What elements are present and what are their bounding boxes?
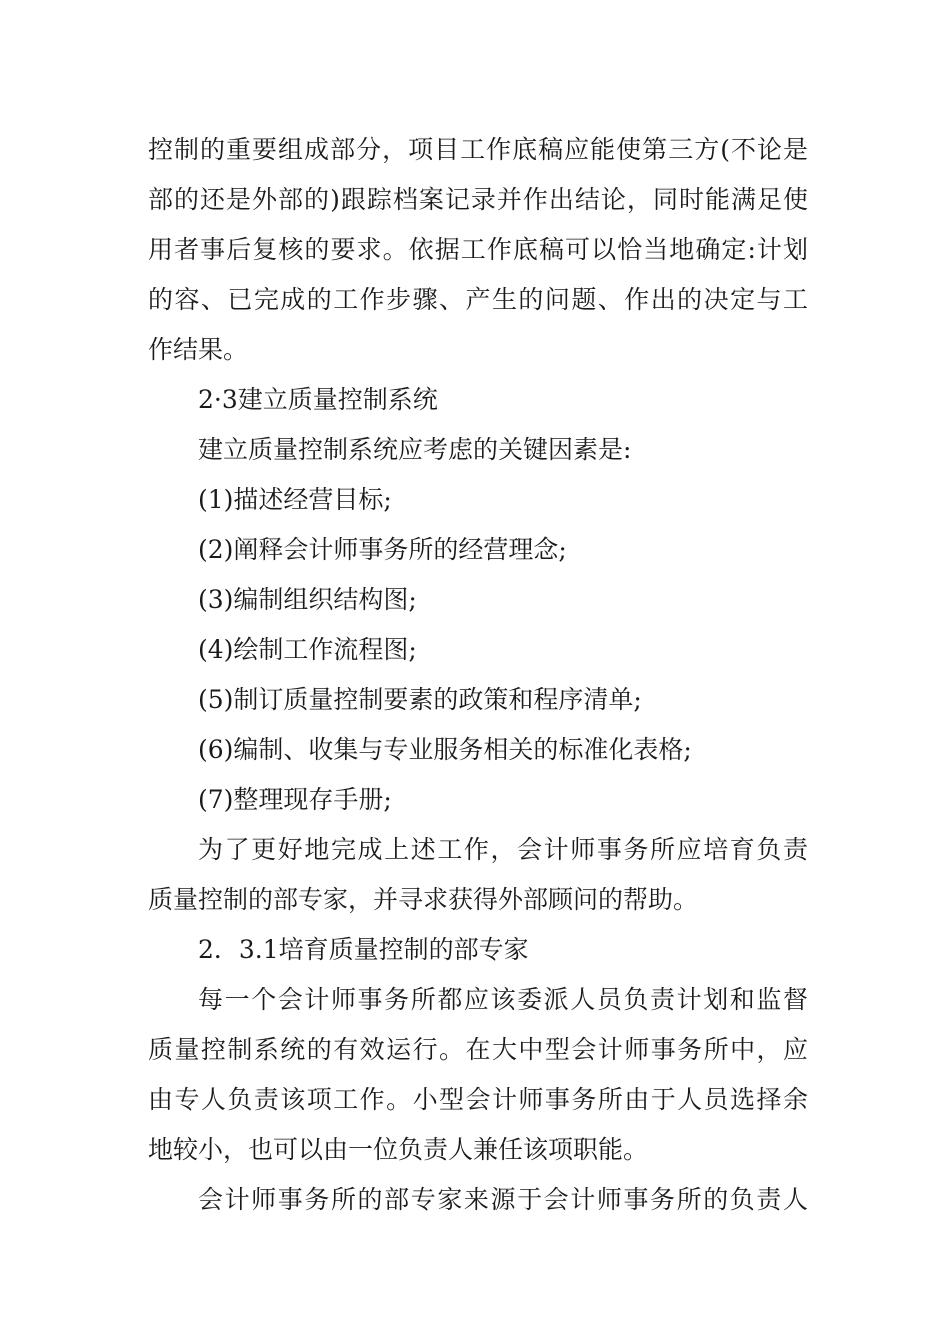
list-item-4: (4)绘制工作流程图;	[198, 635, 417, 664]
list-item-7: (7)整理现存手册;	[198, 785, 392, 814]
list-item-1: (1)描述经营目标;	[198, 485, 392, 514]
subsection-heading-2-3-1: 2．3.1培育质量控制的部专家	[198, 935, 529, 964]
list-item-5: (5)制订质量控制要素的政策和程序清单;	[198, 685, 642, 714]
paragraph-line-9: 质量控制系统的有效运行。在大中型会计师事务所中，应	[148, 1035, 808, 1064]
paragraph-line-1: 控制的重要组成部分，项目工作底稿应能使第三方(不论是	[148, 135, 808, 164]
paragraph-line-5: 作结果。	[148, 335, 249, 364]
paragraph-line-10: 由专人负责该项工作。小型会计师事务所由于人员选择余	[148, 1085, 808, 1114]
paragraph-line-8: 每一个会计师事务所都应该委派人员负责计划和监督	[198, 985, 808, 1014]
paragraph-line-2: 部的还是外部的)跟踪档案记录并作出结论，同时能满足使	[148, 185, 808, 214]
paragraph-line-11: 地较小，也可以由一位负责人兼任该项职能。	[148, 1135, 649, 1164]
paragraph-line-7: 质量控制的部专家，并寻求获得外部顾问的帮助。	[148, 885, 699, 914]
section-heading-2-3: 2·3建立质量控制系统	[198, 385, 438, 414]
paragraph-line-6: 为了更好地完成上述工作，会计师事务所应培育负责	[198, 835, 808, 864]
paragraph-line-4: 的容、已完成的工作步骤、产生的问题、作出的决定与工	[148, 285, 808, 314]
list-item-3: (3)编制组织结构图;	[198, 585, 417, 614]
paragraph-line-12: 会计师事务所的部专家来源于会计师事务所的负责人	[198, 1185, 808, 1214]
list-item-2: (2)阐释会计师事务所的经营理念;	[198, 535, 567, 564]
paragraph-line-3: 用者事后复核的要求。依据工作底稿可以恰当地确定:计划	[148, 235, 808, 264]
list-item-6: (6)编制、收集与专业服务相关的标准化表格;	[198, 735, 692, 764]
intro-line: 建立质量控制系统应考虑的关键因素是:	[198, 435, 632, 464]
